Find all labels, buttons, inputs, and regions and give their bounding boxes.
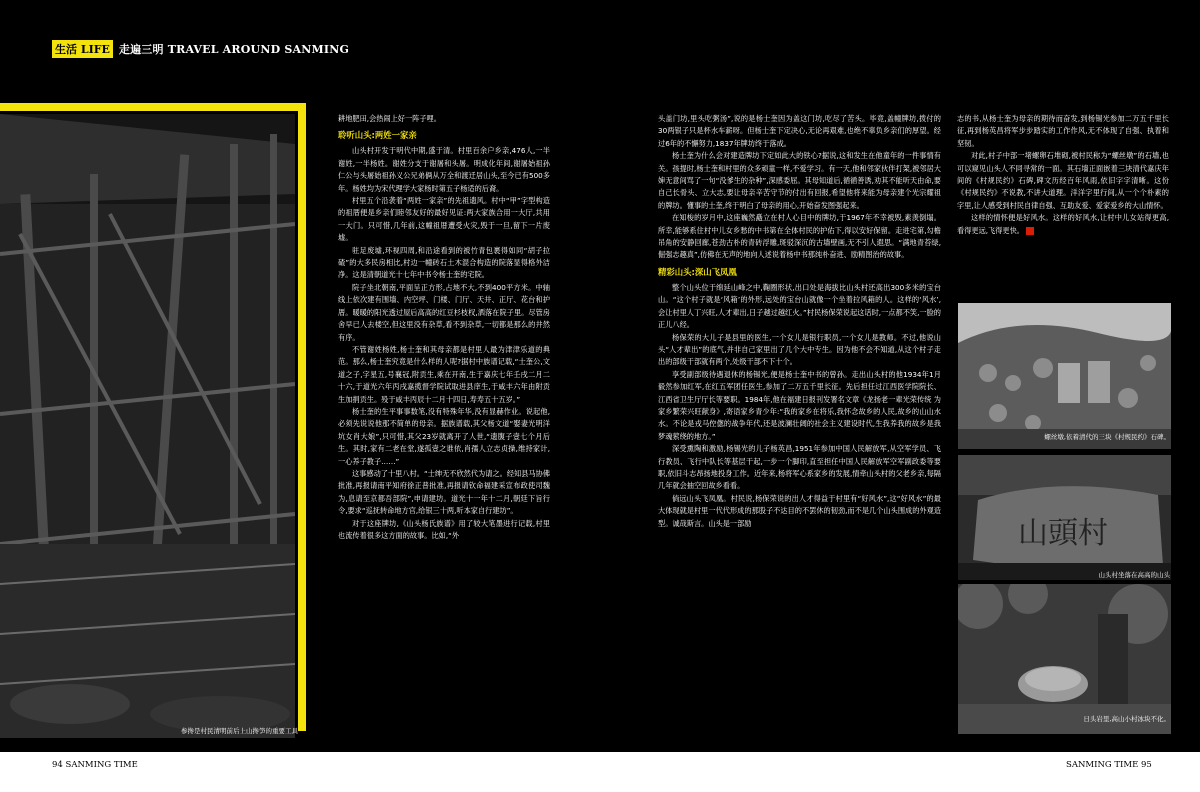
section-heading: 聆听山头:两姓一家亲	[338, 130, 417, 141]
body-paragraph: 对于这座牌坊,《山头杨氏族谱》用了较大笔墨进行记载,村里也流传着很多这方面的故事。比如,“外	[338, 518, 550, 540]
body-paragraph: 山头村开发于明代中期,盛于清。村里百余户乡亲,476人,一半谢姓,一半杨姓。谢姓分支于谢屠和头屠。明成化年间,谢屠始祖孙仁公与头屠始祖孙义公兄弟俩从万全和渡迁居山头,至今已有500多年。杨姓均为宋代理学大家杨时第五子杨适的后裔。	[338, 146, 550, 193]
body-paragraph: 享受副部级待遇退休的杨锡光,便是杨士奎中书的曾孙。走出山头村的他1934年1月毅然参加红军,在红五军团任医生,参加了二万五千里长征。先后担任过江西医学院院长、江西省卫生厅厅长等要职。1984年,他在福建日报刊发署名文章《龙扬老一辈光荣传统 为家乡繁荣兴旺献身》,寄语家乡青少年:“我的家乡在将乐,我怀念故乡的人民,故乡的山山水水。不论是戎马倥偬的战争年代,还是波澜壮阔的社会主义建设时代,生我养我的故乡是我梦魂萦绕的地方。”	[658, 369, 941, 441]
section-tag: 生活 LIFE	[52, 40, 113, 58]
body-paragraph: 院子坐北朝南,平面呈正方形,占地不大,不到400平方米。中轴线上依次建有围墙、内空坪、门楼、门厅、天井、正厅、花台和护厝。暖暖的阳光透过屋后高高的红豆杉枝杈,洒落在院子里。尽管房舍早已人去楼空,但这里没有杂草,看不到杂草,一切都是那么的井然有序。	[338, 282, 550, 342]
yellow-bar-right	[298, 103, 306, 731]
body-paragraph: 耕地肥田,会热闹上好一阵子哩。	[338, 114, 441, 123]
body-paragraph: 杨保荣的大儿子是县里的医生,一个女儿是银行职员,一个女儿是教师。不过,他说山头“人才辈出”的底气,并非自己家里出了几个大中专生。因为他不会不知道,从这个村子走出的部级干部就有两个,处级干部不下十个。	[658, 332, 941, 367]
text-column-2	[658, 113, 941, 733]
section-header	[52, 40, 349, 58]
stone-wall-photo-icon	[958, 303, 1171, 449]
barn-photo	[0, 114, 295, 738]
wooden-barn-photo-icon	[0, 114, 295, 738]
carved-village-stone-photo-icon	[958, 455, 1171, 580]
body-paragraph: 杨士奎为什么会对建造牌坊下定如此大的铁心?据说,这和发生在他童年的一件事情有关。孩提时,杨士奎和村里的众多顽童一样,不爱学习。有一天,他和邻家伙伴打架,被邻居大婶无意间骂了一句“没爹生的杂种”,深感委屈。其母知道后,循循善诱,劝其不能听天由命,要自己长骨头、立大志,要让母亲辛苦守节的付出有回报,希望他将来能为母亲建个光宗耀祖的牌坊。懂事的士奎,终于明白了母亲的用心,开始奋发图强起来。	[658, 151, 941, 210]
body-paragraph: 深受熏陶和激励,杨锡光的儿子杨英昌,1951年参加中国人民解放军,从空军学员、飞行教员、飞行中队长等基层干起,一步一个脚印,直至担任中国人民解放军空军副政委等要职,依旧斗志昂扬地投身工作。近年来,杨将军心系家乡的发展,情牵山头村的父老乡亲,每隔几年就会抽空回故乡看看。	[658, 444, 941, 491]
body-paragraph: 不管谢姓杨姓,杨士奎和其母亲都是村里人最为津津乐道的典范。那么,杨士奎究竟是什么样的人呢?据村中族谱记载,“士奎公,文道之子,字星五,号襄冠,附贡生,乘在开南,生于嘉庆七年壬戌二月二十六,于道光六年丙戌嘉揽督学院试取进县庠生,于咸丰六年由附贡生加捐贡生。殁于咸丰丙辰十二月十四日,寿寿五十五岁。”	[338, 344, 550, 404]
body-paragraph: 这样的情怀便是好风水。这样的好风水,让村中儿女站得更高,看得更远,飞得更快。	[957, 213, 1169, 235]
article-end-mark-icon	[1026, 227, 1034, 235]
body-paragraph: 这事感动了十里八村。“士绅无不欣然代为请之。经知县马协佛批准,再报请南平知府徐正普批准,再报请钦命福建采宣布政使司魏为,息请至京都吾部院”,申请建坊。道光十一年十二月,朝廷下旨行令,要求“巡抚转命地方官,给银三十两,听本家自行建坊”。	[338, 468, 550, 516]
barn-photo-caption: 参搀是村民清明前后上山搀笋的重要工具	[181, 727, 298, 735]
body-paragraph: 头盖门坊,里头吃粥汤”,说的是杨士奎因为盖这门坊,吃尽了苦头。毕竟,盖幢牌坊,拨付的30两银子只是杯水车薪呀。但杨士奎下定决心,无论再艰难,也绝不辜负乡亲们的厚望。经过6年的不懈努力,1837年牌坊终于落成。	[658, 114, 941, 148]
section-heading: 精彩山头:深山飞凤凰	[658, 266, 737, 277]
yellow-bar-top	[0, 103, 306, 111]
millstone-caption: 日头岩里,高山小村冰块不化。	[1083, 715, 1170, 723]
section-title: 走遍三明 TRAVEL AROUND SANMING	[118, 43, 350, 56]
village-stone-photo	[958, 455, 1171, 580]
body-paragraph: 驻足废墟,环视四周,和沿途看到的被竹青包裹得如同“胡子拉碴”的大多民房相比,村边一幢砖石土木混合构造的院落显得格外洁净。这是清朝道光十七年中书令杨士奎的宅院。	[338, 245, 550, 280]
stone-wall-caption: 螺丝墩,依着清代的三块《村规民约》石碑。	[1044, 433, 1170, 441]
body-paragraph: 倘远山头飞凤凰。村民说,杨保荣说的出人才得益于村里有“好风水”,这“好风水”的最大体现就是村里一代代形成的那股子不达目的不罢休的韧劲,而不是几个山头围成的外观造型。诚哉斯言。山头是一部励	[658, 493, 941, 528]
page-folio-right: SANMING TIME 95	[1066, 760, 1152, 770]
page-folio-left: 94 SANMING TIME	[52, 760, 138, 770]
village-stone-caption: 山头村坐落在高高的山头	[1098, 571, 1170, 579]
text-column-3	[957, 113, 1169, 293]
stone-carving-text: 山頭村	[1018, 516, 1108, 551]
millstone-photo-icon	[958, 584, 1171, 734]
body-paragraph: 村里五个沿袭着“两姓一家亲”的先祖遗风。村中“甲”字型构造的祖厝便是乡亲们睦邻友好的最好见证:两大家族合用一大厅,共用一大门。只可惜,几年前,这幢祖厝遭受火灾,毁于一旦,留下一片废墟。	[338, 196, 550, 243]
body-paragraph: 杨士奎的生平事事数笔,没有特殊年华,没有显赫作业。说起他,必须先说说他那不简单的母亲。据族谱载,其父杨文道“娶妻光明洋坑女肖大娘”,只可惜,其父23岁就离开了人世,“遗腹子壹七个月后生。其时,家有二老在堂,遂孤壹之谁依,肖孺人立志贞操,维持家计,一心养子教子……”	[338, 406, 550, 466]
body-paragraph: 整个山头位于绵延山峰之中,鞠圈形状,出口处是海拔比山头村还高出300多米的宝台山。“这个村子就是‘风箱’的外形,远处的宝台山就像一个坐着拉风箱的人。这样的‘风水’,会让村里人丁兴旺,人才辈出,日子越过越红火。”村民杨保荣说起这话时,一点都不笑,一脸的正儿八经。	[658, 282, 941, 330]
text-column-1	[338, 113, 550, 745]
body-paragraph: 在知梭的岁月中,这座巍然矗立在村人心目中的牌坊,于1967年不幸被毁,素羡倒塌。所幸,能够系住村中儿女乡愁的中书第在全体村民的护佑下,得以安好保留。走进宅第,勾檐吊角的安静回廊,苍劲古朴的青砖浮雕,斑驳深沉的古墙壁画,无不引人遐思。“满地青苔绿,倔强志趣真”,仿佛在无声的地向人述说着杨中书那纯朴奋进、励精图治的故事。	[658, 213, 941, 260]
millstone-photo	[958, 584, 1171, 734]
body-paragraph: 对此,村子中部一堵螺卵石堆砌,被村民称为“螺丝墩”的石墙,也可以窥见山头人不同寻常的一面。其石墙正面嵌着三块清代嘉庆年间的《村规民约》石碑,碑文历经百年风雨,依旧字字清晰。这份《村规民约》不说教,不讲大道理。洋洋字里行间,从一个个朴素的字里,让人感受到村民自律自强、互助友爱、爱家爱乡的大山情怀。	[957, 151, 1169, 210]
body-paragraph: 志的书,从杨士奎为母亲的期待而奋发,到杨锡光参加二万五千里长征,再到杨英昌将军步步踏实的工作作风,无不体现了自强、执着和坚韧。	[957, 114, 1169, 148]
stone-wall-photo	[958, 303, 1171, 449]
